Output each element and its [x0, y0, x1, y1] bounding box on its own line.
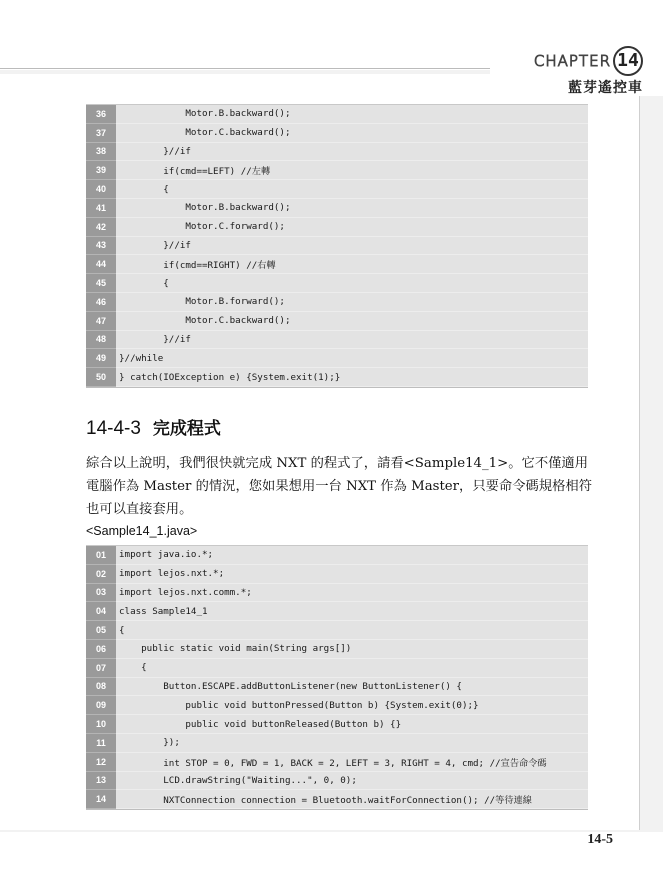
code-line	[86, 753, 588, 772]
code-text: Motor.B.backward();	[116, 199, 588, 218]
chapter-header	[534, 46, 643, 97]
page-number: 14-5	[587, 832, 613, 847]
code-line	[86, 199, 588, 218]
code-text: }//while	[116, 349, 588, 368]
code-line	[86, 180, 588, 199]
code-text: }//if	[116, 237, 588, 256]
code-line	[86, 255, 588, 274]
code-text: Button.ESCAPE.addButtonListener(new ButtonListener() {	[116, 678, 588, 697]
code-line	[86, 696, 588, 715]
code-line	[86, 790, 588, 809]
code-text: public void buttonPressed(Button b) {System.exit(0);}	[116, 696, 588, 715]
code-line	[86, 715, 588, 734]
code-line	[86, 312, 588, 331]
code-text: import lejos.nxt.*;	[116, 565, 588, 584]
code-text: import java.io.*;	[116, 546, 588, 565]
code-line	[86, 293, 588, 312]
code-text: LCD.drawString("Waiting...", 0, 0);	[116, 772, 588, 791]
code-text: Motor.C.backward();	[116, 312, 588, 331]
line-number: 41	[86, 199, 116, 218]
line-number: 42	[86, 218, 116, 237]
chapter-number-badge: 14	[613, 46, 643, 76]
code-text: Motor.C.backward();	[116, 124, 588, 143]
code-line	[86, 621, 588, 640]
line-number: 02	[86, 565, 116, 584]
code-line	[86, 368, 588, 387]
code-line	[86, 678, 588, 697]
code-text: {	[116, 621, 588, 640]
listing-label: <Sample14_1.java>	[86, 524, 198, 538]
code-line	[86, 105, 588, 124]
body-paragraph: 綜合以上說明，我們很快就完成 NXT 的程式了，請看<Sample14_1>。它不僅適用電腦作為 Master 的情況，您如果想用一台 NXT 作為 Master，只要命令碼規格相符也可以直接套用。	[86, 456, 592, 517]
line-number: 47	[86, 312, 116, 331]
code-line	[86, 772, 588, 791]
line-number: 37	[86, 124, 116, 143]
code-line	[86, 124, 588, 143]
line-number: 01	[86, 546, 116, 565]
code-text: });	[116, 734, 588, 753]
code-text: int STOP = 0, FWD = 1, BACK = 2, LEFT = 3, RIGHT = 4, cmd; //宣告命令碼	[116, 753, 588, 772]
code-text: import lejos.nxt.comm.*;	[116, 584, 588, 603]
header-rule	[0, 68, 490, 69]
line-number: 04	[86, 602, 116, 621]
line-number: 48	[86, 331, 116, 350]
code-text: Motor.B.backward();	[116, 105, 588, 124]
line-number: 49	[86, 349, 116, 368]
code-line	[86, 143, 588, 162]
code-text: Motor.C.forward();	[116, 218, 588, 237]
line-number: 38	[86, 143, 116, 162]
code-text: } catch(IOException e) {System.exit(1);}	[116, 368, 588, 387]
chapter-word: CHAPTER	[533, 52, 611, 70]
code-listing-continued	[86, 104, 588, 388]
code-listing-sample14-1	[86, 545, 588, 810]
code-text: {	[116, 180, 588, 199]
code-text: }//if	[116, 331, 588, 350]
code-line	[86, 602, 588, 621]
section-heading	[86, 414, 221, 440]
code-line	[86, 237, 588, 256]
line-number: 45	[86, 274, 116, 293]
line-number: 12	[86, 753, 116, 772]
line-number: 08	[86, 678, 116, 697]
line-number: 14	[86, 790, 116, 809]
line-number: 43	[86, 237, 116, 256]
code-text: if(cmd==LEFT) //左轉	[116, 161, 588, 180]
code-line	[86, 161, 588, 180]
line-number: 09	[86, 696, 116, 715]
code-line	[86, 565, 588, 584]
code-text: class Sample14_1	[116, 602, 588, 621]
code-text: public static void main(String args[])	[116, 640, 588, 659]
line-number: 44	[86, 255, 116, 274]
section-number: 14-4-3	[86, 418, 141, 439]
chapter-title: 藍芽遙控車	[568, 80, 643, 96]
line-number: 40	[86, 180, 116, 199]
section-title: 完成程式	[152, 419, 221, 439]
code-line	[86, 546, 588, 565]
code-line	[86, 331, 588, 350]
code-line	[86, 734, 588, 753]
line-number: 50	[86, 368, 116, 387]
code-text: public void buttonReleased(Button b) {}	[116, 715, 588, 734]
line-number: 06	[86, 640, 116, 659]
code-text: }//if	[116, 143, 588, 162]
code-line	[86, 349, 588, 368]
code-text: NXTConnection connection = Bluetooth.waitForConnection(); //等待連線	[116, 790, 588, 809]
line-number: 07	[86, 659, 116, 678]
line-number: 13	[86, 772, 116, 791]
line-number: 10	[86, 715, 116, 734]
line-number: 03	[86, 584, 116, 603]
line-number: 11	[86, 734, 116, 753]
code-text: {	[116, 274, 588, 293]
line-number: 36	[86, 105, 116, 124]
code-line	[86, 640, 588, 659]
code-line	[86, 274, 588, 293]
line-number: 39	[86, 161, 116, 180]
code-line	[86, 659, 588, 678]
code-line	[86, 584, 588, 603]
code-text: if(cmd==RIGHT) //右轉	[116, 255, 588, 274]
code-line	[86, 218, 588, 237]
line-number: 05	[86, 621, 116, 640]
line-number: 46	[86, 293, 116, 312]
code-text: Motor.B.forward();	[116, 293, 588, 312]
code-text: {	[116, 659, 588, 678]
